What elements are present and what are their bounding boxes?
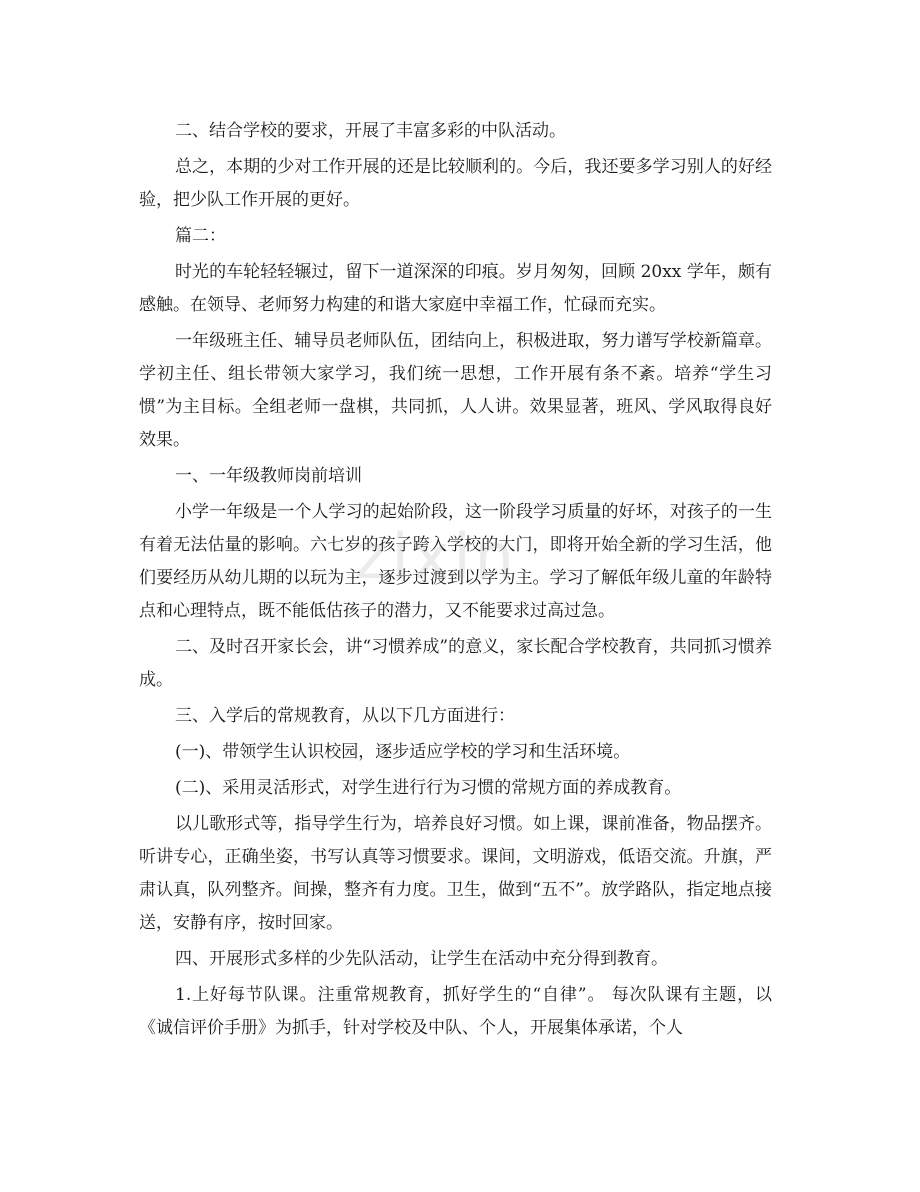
paragraph: 一年级班主任、辅导员老师队伍，团结向上，积极进取，努力谱写学校新篇章。学初主任、组长带领大家学习，我们统一思想，工作开展有条不紊。培养“学生习惯”为主目标。全组老师一盘棋，共同抓，人人讲。效果显著，班风、学风取得良好效果。 — [139, 331, 772, 450]
paragraph: 小学一年级是一个人学习的起始阶段，这一阶段学习质量的好坏，对孩子的一生有着无法估量的影响。六七岁的孩子跨入学校的大门，即将开始全新的学习生活，他们要经历从幼儿期的以玩为主，逐步过渡到以学为主。学习了解低年级儿童的年龄特点和心理特点，既不能低估孩子的潜力，又不能要求过高过急。 — [139, 502, 772, 621]
paragraph: 时光的车轮轻轻辗过，留下一道深深的印痕。岁月匆匆，回顾 20xx 学年，颇有感触。在领导、老师努力构建的和谐大家庭中幸福工作，忙碌而充实。 — [139, 262, 772, 315]
paragraph: 篇二： — [175, 226, 226, 246]
section-heading: 一、一年级教师岗前培训 — [175, 466, 362, 486]
paragraph: 以儿歌形式等，指导学生行为，培养良好习惯。如上课，课前准备，物品摆齐。听讲专心，正确坐姿，书写认真等习惯要求。课间，文明游戏，低语交流。升旗，严肃认真，队列整齐。间操，整齐有力度。卫生，做到“五不”。放学路队，指定地点接送，安静有序，按时回家。 — [139, 814, 772, 933]
document-body — [139, 115, 772, 1048]
paragraph: (一)、带领学生认识校园，逐步适应学校的学习和生活环境。 — [175, 742, 631, 762]
paragraph: (二)、采用灵活形式，对学生进行行为习惯的常规方面的养成教育。 — [175, 778, 682, 798]
paragraph: 总之，本期的少对工作开展的还是比较顺利的。今后，我还要多学习别人的好经验，把少队工作开展的更好。 — [139, 157, 772, 210]
paragraph: 二、及时召开家长会，讲“习惯养成”的意义，家长配合学校教育，共同抓习惯养成。 — [139, 637, 772, 690]
watermark: zixin — [355, 520, 518, 593]
paragraph: 四、开展形式多样的少先队活动，让学生在活动中充分得到教育。 — [175, 949, 668, 969]
paragraph: 二、结合学校的要求，开展了丰富多彩的中队活动。 — [175, 121, 566, 141]
paragraph: 1.上好每节队课。注重常规教育，抓好学生的“自律”。 每次队课有主题，以《诚信评价手册》为抓手，针对学校及中队、个人，开展集体承诺，个人 — [139, 985, 772, 1038]
paragraph: 三、入学后的常规教育，从以下几方面进行： — [175, 706, 515, 726]
